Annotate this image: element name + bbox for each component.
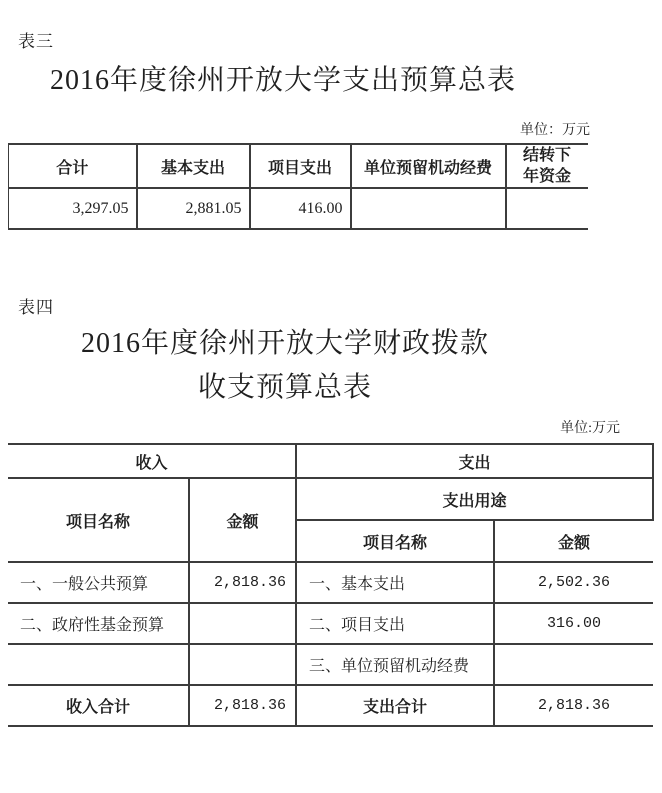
table3-value-carryover-funds [506, 188, 588, 229]
table3-header-carryover-text: 结转下年资金 [522, 147, 571, 185]
table4-expense-amount-header: 金额 [494, 520, 653, 562]
table3-header-project-expenditure: 项目支出 [250, 144, 351, 188]
income-amount-1: 2,818.36 [189, 562, 296, 603]
table4-title-line1: 2016年度徐州开放大学财政拨款 [80, 328, 489, 359]
expenditure-budget-summary-table [8, 143, 588, 230]
income-total-amount: 2,818.36 [189, 685, 296, 726]
income-total-label: 收入合计 [8, 685, 189, 726]
table4-data-row-1 [8, 562, 653, 603]
table3-header-total: 合计 [9, 144, 137, 188]
table3-header-reserved-funds: 单位预留机动经费 [351, 144, 506, 188]
expense-amount-2: 316.00 [494, 603, 653, 644]
table4-tag-label: 表四 [18, 298, 54, 317]
table4-title-line2: 收支预算总表 [197, 372, 372, 403]
expense-total-amount: 2,818.36 [494, 685, 653, 726]
expense-total-label: 支出合计 [296, 685, 494, 726]
table4-expense-item-header: 项目名称 [296, 520, 494, 562]
table3-value-project-expenditure: 416.00 [250, 188, 351, 229]
table3-data-row [9, 188, 588, 229]
table4-expense-use-row [8, 478, 653, 520]
table4-income-amount-header: 金额 [189, 478, 296, 562]
table3-header-carryover-funds [506, 144, 588, 188]
income-amount-3 [189, 644, 296, 685]
table3-unit-label: 单位：万元 [520, 123, 590, 138]
table3-value-total: 3,297.05 [9, 188, 137, 229]
table4-income-item-header: 项目名称 [8, 478, 189, 562]
table3-header-row [9, 144, 588, 188]
income-amount-2 [189, 603, 296, 644]
table4-section-header-row [8, 444, 653, 478]
table3-header-basic-expenditure: 基本支出 [137, 144, 250, 188]
table4-data-row-2 [8, 603, 653, 644]
income-item-1: 一、一般公共预算 [8, 562, 189, 603]
income-item-3 [8, 644, 189, 685]
table3-value-basic-expenditure: 2,881.05 [137, 188, 250, 229]
table3-tag-label: 表三 [18, 32, 54, 51]
expense-item-3: 三、单位预留机动经费 [296, 644, 494, 685]
table4-unit-label: 单位:万元 [560, 421, 620, 436]
table3-title: 2016年度徐州开放大学支出预算总表 [49, 65, 516, 96]
fiscal-appropriation-budget-table [8, 443, 654, 727]
expense-amount-3 [494, 644, 653, 685]
expense-item-1: 一、基本支出 [296, 562, 494, 603]
table3-value-reserved-funds [351, 188, 506, 229]
table4-income-section-header: 收入 [8, 444, 296, 478]
income-item-2: 二、政府性基金预算 [8, 603, 189, 644]
table4-expense-section-header: 支出 [296, 444, 653, 478]
table4-data-row-3 [8, 644, 653, 685]
table4-expense-use-header: 支出用途 [296, 478, 653, 520]
expense-item-2: 二、项目支出 [296, 603, 494, 644]
table4-total-row [8, 685, 653, 726]
expense-amount-1: 2,502.36 [494, 562, 653, 603]
